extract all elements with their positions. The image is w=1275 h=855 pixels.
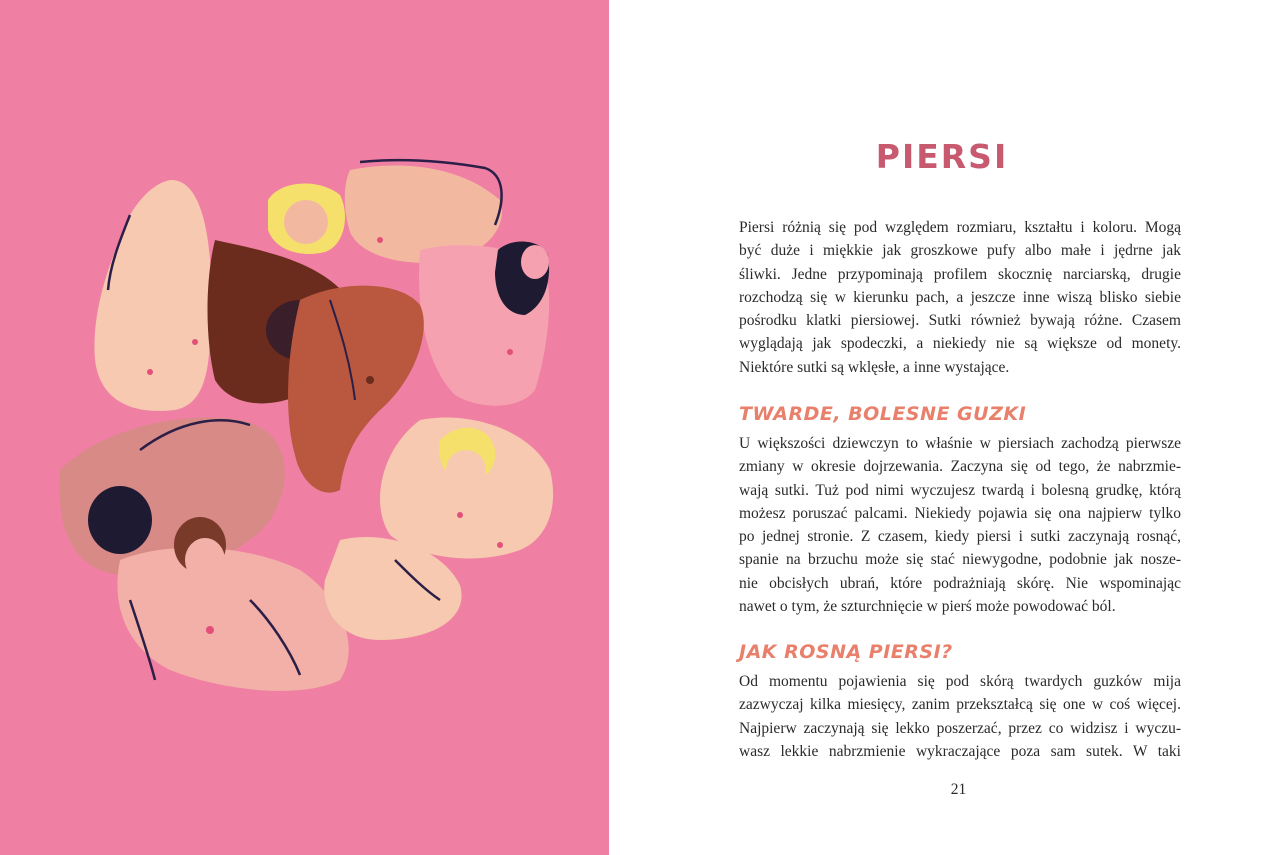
- text-line: Piersi różnią się pod względem rozmiaru, kształtu i koloru. Mogą: [739, 219, 1181, 236]
- text-line: Od momentu pojawienia się pod skórą twardych guzków mija: [739, 673, 1181, 690]
- text-line: nawet o tym, że szturchnięcie w pierś może powodować ból.: [739, 598, 1116, 616]
- text-line: U większości dziewczyn to właśnie w piersiach zachodzą pierwsze: [739, 435, 1181, 452]
- section-heading-how-breasts-grow: JAK ROSNĄ PIERSI?: [739, 641, 953, 663]
- section-heading-hard-lumps: TWARDE, BOLESNE GUZKI: [739, 403, 1027, 425]
- text-line: być duże i miękkie jak groszkowe pufy albo małe i jędrne jak: [739, 242, 1181, 260]
- page-title: PIERSI: [875, 137, 1009, 176]
- text-line: Najpierw zaczynają się lekko poszerzać, przez co widzisz i wyczu-: [739, 719, 1181, 737]
- page-number: 21: [950, 781, 967, 798]
- text-line: pośrodku klatki piersiowej. Sutki również bywają różne. Czasem: [739, 312, 1181, 330]
- text-line: po jednej stronie. Z czasem, kiedy piersi i sutki zaczynają rosnąć,: [739, 528, 1181, 546]
- text-line: rozchodzą się w kierunku pach, a jeszcze inne wiszą blisko siebie: [739, 288, 1181, 306]
- text-line: nie obcisłych ubrań, które podrażniają skórę. Nie wspominając: [739, 574, 1181, 592]
- intro-paragraph: [739, 216, 1181, 379]
- text-line: wasz lekkie nabrzmienie wykraczające poza sam sutek. W taki: [739, 742, 1181, 760]
- text-line: śliwki. Jedne przypominają profilem skocznię narciarską, drugie: [739, 265, 1181, 283]
- text-line: spanie na brzuchu może się stać niewygodne, podobnie jak nosze-: [739, 551, 1181, 569]
- text-line: Niektóre sutki są wklęsłe, a inne wystające.: [739, 358, 1010, 376]
- women-bodies-illustration: [0, 0, 609, 855]
- text-line: zazwyczaj kilka miesięcy, zanim przekształcą się one w coś więcej.: [739, 696, 1181, 714]
- left-page-illustration: [0, 0, 609, 855]
- section2-paragraph: [739, 670, 1181, 763]
- text-line: wają sutki. Tuż pod nimi wyczujesz twardą i bolesną grudkę, którą: [739, 481, 1181, 499]
- right-page-text: [609, 0, 1275, 855]
- section1-paragraph: [739, 432, 1181, 618]
- text-line: zmiany w okresie dojrzewania. Zaczyna się od tego, że nabrzmie-: [739, 458, 1181, 476]
- text-line: możesz poruszać palcami. Niekiedy pojawia się ona najpierw tylko: [739, 504, 1181, 522]
- text-line: wyglądają jak spodeczki, a niekiedy nie są większe od monety.: [739, 335, 1181, 353]
